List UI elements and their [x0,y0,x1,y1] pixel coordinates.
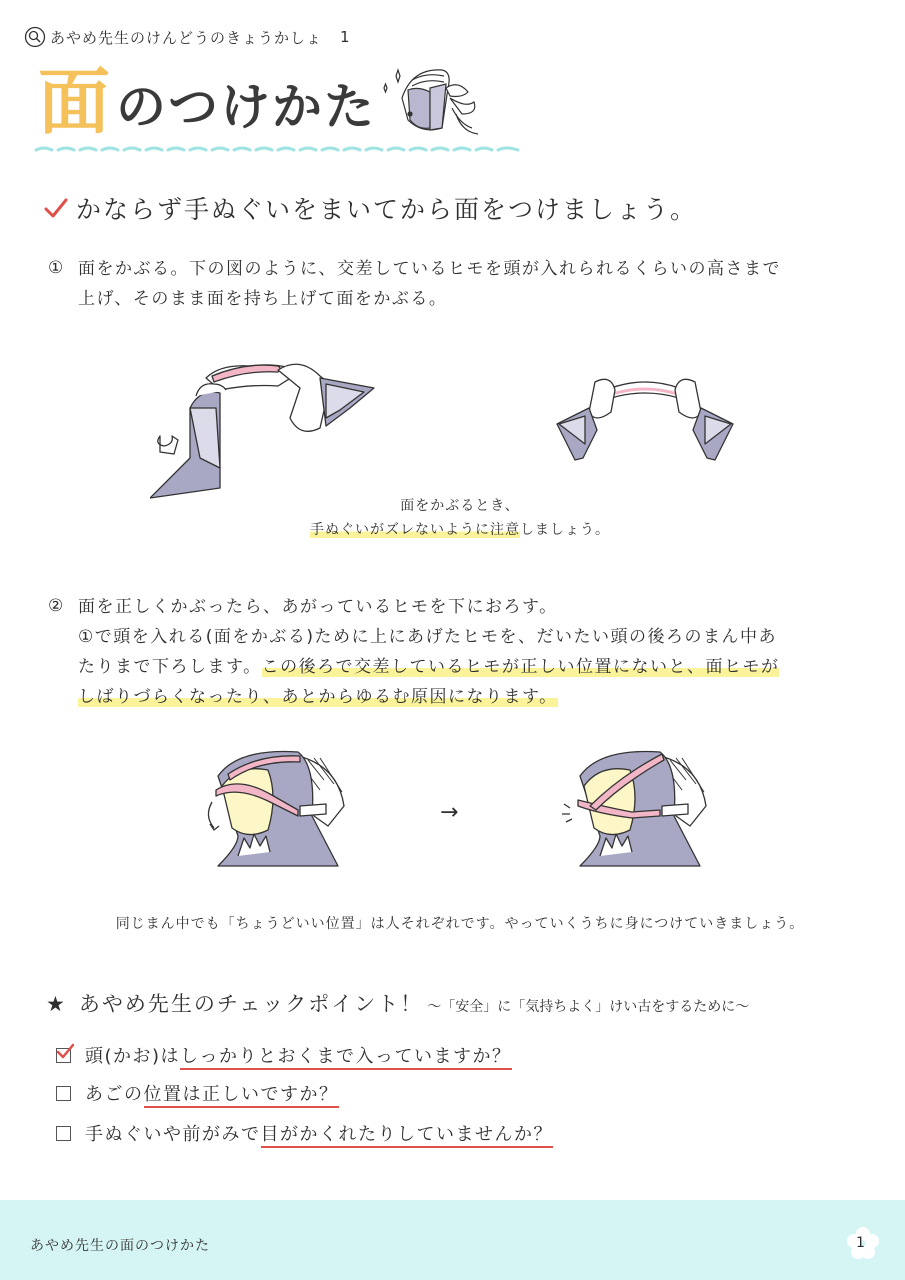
lifting-men-illustration [150,348,380,510]
checkbox-unchecked[interactable] [56,1086,71,1101]
checklist-item-1-underlined: しっかりとおくまで入っていますか？ [180,1046,512,1070]
step2-line4 [78,682,779,712]
page-title [38,56,376,146]
step2-line3 [78,652,779,682]
checkpoint-subheading: ～「安全」に「気持ちよく」けい古をするために～ [427,999,750,1015]
checklist-item-1-pre: 頭(かお)は [85,1046,181,1067]
step2-line1: 面を正しくかぶったら、あがっているヒモを下におろす。 [78,597,558,617]
checklist-item-2 [56,1080,339,1106]
head-after-illustration [560,746,710,872]
step1-caption [240,494,680,542]
checklist-item-3-underlined: 目がかくれたりしていませんか？ [261,1124,554,1148]
page-number: 1 [856,1235,865,1251]
title-kanji: 面 [38,60,111,144]
checklist-item-2-pre: あごの [85,1084,144,1105]
lead-text: かならず手ぬぐいをまいてから面をつけましょう。 [76,195,698,224]
checkpoint-heading: あやめ先生のチェックポイント！ [78,992,424,1016]
title-text: のつけかた [116,78,377,136]
checklist-item-1 [56,1042,512,1068]
series-header [24,26,351,48]
magnifier-icon [24,26,46,48]
step1-line2: 上げ、そのまま面を持ち上げて面をかぶる。 [78,289,448,309]
lead-instruction [44,190,697,226]
checklist-item-3 [56,1120,553,1146]
series-number: 1 [340,28,351,46]
step2-line4-highlight: しばりづらくなったり、あとからゆるむ原因になります。 [78,687,558,707]
step2-line3-plain: たりまで下ろします。 [78,657,262,677]
checklist-item-3-text [85,1120,553,1146]
step1-number: ① [48,258,64,278]
star-icon: ★ [46,992,65,1016]
checklist-item-3-pre: 手ぬぐいや前がみで [85,1124,261,1145]
head-before-illustration [198,746,348,872]
checkpoint-header [46,988,749,1018]
men-mask-icon [382,58,492,148]
step1-caption-line2 [240,518,680,542]
footer-title: あやめ先生の面のつけかた [30,1238,210,1254]
check-mark-icon [56,1043,74,1061]
checkbox-checked[interactable] [56,1048,71,1063]
step2-number: ② [48,596,64,616]
step1-caption-highlight: 手ぬぐいがズレないように注意 [310,522,520,538]
checklist-item-2-text [85,1080,339,1106]
step2-line3-highlight: この後ろで交差しているヒモが正しい位置にないと、面ヒモが [261,657,780,677]
raising-men-illustration [557,379,733,460]
step1-text [78,254,781,314]
transition-arrow: → [440,800,459,825]
step2-text [78,592,779,712]
step2-line2: ①で頭を入れる(面をかぶる)ために上にあげたヒモを、だいたい頭の後ろのまん中あ [78,627,778,647]
step1-caption-line1: 面をかぶるとき、 [400,498,520,514]
checklist-item-1-text [85,1042,512,1068]
step1-caption-rest: しましょう。 [520,522,610,538]
checkbox-unchecked[interactable] [56,1126,71,1141]
checklist-item-2-underlined: 位置は正しいですか？ [144,1084,339,1108]
series-title: あやめ先生のけんどうのきょうかしょ [50,28,323,47]
check-mark-icon [44,197,68,219]
step1-line1: 面をかぶる。下の図のように、交差しているヒモを頭が入れられるくらいの高さまで [78,259,781,279]
step2-caption: 同じまん中でも「ちょうどいい位置」は人それぞれです。やっていくうちに身につけていきましょう。 [115,916,805,932]
